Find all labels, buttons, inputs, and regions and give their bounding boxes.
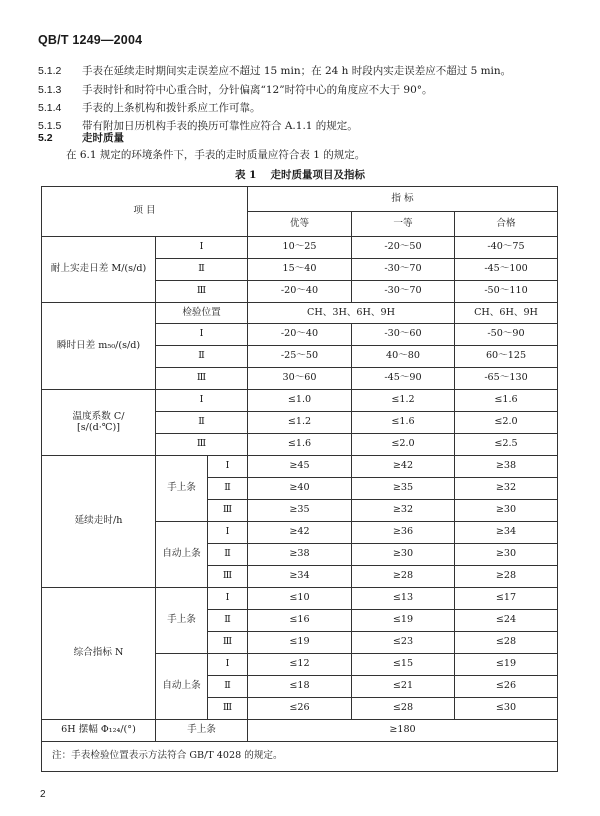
value-cell: -40～75	[455, 237, 558, 259]
check-positions-b: CH、6H、9H	[455, 303, 558, 324]
power-reserve-label: 延续走时/h	[42, 456, 156, 588]
value-cell: ≤2.0	[455, 412, 558, 434]
value-cell: ≤2.0	[352, 434, 455, 456]
composite-index-label: 综合指标 N	[42, 588, 156, 720]
value-cell: ≤30	[455, 698, 558, 720]
class-cell: Ⅱ	[156, 346, 248, 368]
value-cell: ≤1.6	[455, 390, 558, 412]
clause-5-1-4	[38, 100, 261, 115]
page-number: 2	[40, 789, 46, 800]
table-caption-label: 表 1	[235, 169, 257, 181]
header-grade-excellent: 优等	[248, 212, 352, 237]
value-cell: ≥40	[248, 478, 352, 500]
clause-5-1-3	[38, 82, 433, 97]
class-cell: Ⅰ	[208, 654, 248, 676]
value-cell: ≤1.6	[248, 434, 352, 456]
value-cell: 40～80	[352, 346, 455, 368]
value-cell: ≥32	[455, 478, 558, 500]
class-cell: Ⅲ	[156, 281, 248, 303]
value-cell: ≤16	[248, 610, 352, 632]
value-cell: ≥34	[455, 522, 558, 544]
clause-text: 带有附加日历机构手表的换历可靠性应符合 A.1.1 的规定。	[82, 120, 358, 132]
value-cell: 60～125	[455, 346, 558, 368]
value-cell: ≤23	[352, 632, 455, 654]
class-cell: Ⅲ	[208, 632, 248, 654]
manual-winding-label: 手上条	[156, 588, 208, 654]
value-cell: ≤18	[248, 676, 352, 698]
class-cell: Ⅲ	[156, 368, 248, 390]
class-cell: Ⅱ	[208, 676, 248, 698]
value-cell: ≤13	[352, 588, 455, 610]
value-cell: -50～110	[455, 281, 558, 303]
table-note: 注：手表检验位置表示方法符合 GB/T 4028 的规定。	[42, 742, 558, 772]
temp-label-line2: [s/(d·℃)]	[76, 421, 121, 433]
value-cell: ≤28	[455, 632, 558, 654]
amplitude-label: 6H 摆幅 Φ₁₂₄/(°)	[42, 720, 156, 742]
header-grade-first: 一等	[352, 212, 455, 237]
amplitude-value: ≥180	[248, 720, 558, 742]
clause-text: 手表在延续走时期间实走误差应不超过 15 min；在 24 h 时段内实走误差应不超过 5 min。	[82, 65, 512, 77]
temperature-coefficient-label	[42, 390, 156, 456]
header-grade-qualified: 合格	[455, 212, 558, 237]
class-cell: Ⅲ	[156, 434, 248, 456]
table-intro-text: 在 6.1 规定的环境条件下，手表的走时质量应符合表 1 的规定。	[66, 149, 366, 161]
clause-text: 手表的上条机构和拨针系应工作可靠。	[82, 102, 261, 114]
value-cell: ≤26	[455, 676, 558, 698]
header-index-cell: 指 标	[248, 187, 558, 212]
value-cell: ≥45	[248, 456, 352, 478]
section-title: 走时质量	[82, 132, 124, 144]
class-cell: Ⅰ	[208, 456, 248, 478]
class-cell: Ⅱ	[208, 610, 248, 632]
class-cell: Ⅲ	[208, 500, 248, 522]
temp-label-line1: 温度系数 C/	[72, 410, 125, 422]
value-cell: ≤19	[455, 654, 558, 676]
value-cell: ≤1.2	[352, 390, 455, 412]
value-cell: ≤2.5	[455, 434, 558, 456]
value-cell: ≤17	[455, 588, 558, 610]
value-cell: ≤10	[248, 588, 352, 610]
value-cell: -30～70	[352, 259, 455, 281]
class-cell: Ⅰ	[156, 237, 248, 259]
value-cell: ≥28	[455, 566, 558, 588]
value-cell: -50～90	[455, 324, 558, 346]
clause-number: 5.1.4	[38, 102, 62, 114]
value-cell: -45～90	[352, 368, 455, 390]
value-cell: ≥35	[248, 500, 352, 522]
clause-number: 5.1.3	[38, 84, 62, 96]
table-caption-title: 走时质量项目及指标	[270, 169, 365, 181]
class-cell: Ⅰ	[156, 390, 248, 412]
manual-winding-label: 手上条	[156, 456, 208, 522]
value-cell: ≥42	[352, 456, 455, 478]
clause-number: 5.1.5	[38, 120, 62, 132]
value-cell: ≥36	[352, 522, 455, 544]
clause-text: 手表时针和时符中心重合时，分针偏离“12”时符中心的角度应不大于 90°。	[82, 84, 433, 96]
value-cell: -30～60	[352, 324, 455, 346]
class-cell: Ⅱ	[208, 478, 248, 500]
value-cell: ≤24	[455, 610, 558, 632]
value-cell: ≤1.6	[352, 412, 455, 434]
value-cell: ≥42	[248, 522, 352, 544]
value-cell: ≤1.2	[248, 412, 352, 434]
value-cell: 30～60	[248, 368, 352, 390]
value-cell: ≥30	[352, 544, 455, 566]
value-cell: -30～70	[352, 281, 455, 303]
timekeeping-quality-table	[41, 186, 558, 772]
value-cell: ≤1.0	[248, 390, 352, 412]
value-cell: -20～40	[248, 324, 352, 346]
value-cell: ≤26	[248, 698, 352, 720]
class-cell: Ⅱ	[156, 259, 248, 281]
amplitude-winding-label: 手上条	[156, 720, 248, 742]
class-cell: Ⅰ	[208, 588, 248, 610]
check-positions-a: CH、3H、6H、9H	[248, 303, 455, 324]
section-number: 5.2	[38, 132, 53, 144]
value-cell: ≤12	[248, 654, 352, 676]
daily-rate-label: 耐上实走日差 M/(s/d)	[42, 237, 156, 303]
value-cell: ≥38	[248, 544, 352, 566]
class-cell: Ⅱ	[208, 544, 248, 566]
value-cell: -65～130	[455, 368, 558, 390]
value-cell: ≥35	[352, 478, 455, 500]
clause-number: 5.1.2	[38, 65, 62, 77]
value-cell: -45～100	[455, 259, 558, 281]
value-cell: ≤15	[352, 654, 455, 676]
class-cell: Ⅱ	[156, 412, 248, 434]
value-cell: 10～25	[248, 237, 352, 259]
value-cell: ≥32	[352, 500, 455, 522]
class-cell: Ⅲ	[208, 698, 248, 720]
value-cell: ≤28	[352, 698, 455, 720]
value-cell: -25～50	[248, 346, 352, 368]
value-cell: ≤21	[352, 676, 455, 698]
check-position-label: 检验位置	[156, 303, 248, 324]
value-cell: ≥28	[352, 566, 455, 588]
value-cell: ≤19	[248, 632, 352, 654]
clause-5-1-2	[38, 63, 511, 78]
value-cell: -20～40	[248, 281, 352, 303]
class-cell: Ⅰ	[156, 324, 248, 346]
class-cell: Ⅰ	[208, 522, 248, 544]
value-cell: ≥38	[455, 456, 558, 478]
value-cell: 15～40	[248, 259, 352, 281]
table-caption	[0, 167, 600, 182]
value-cell: ≥30	[455, 500, 558, 522]
value-cell: ≥34	[248, 566, 352, 588]
value-cell: ≥30	[455, 544, 558, 566]
value-cell: ≤19	[352, 610, 455, 632]
automatic-winding-label: 自动上条	[156, 522, 208, 588]
header-item-cell: 项 目	[42, 187, 248, 237]
class-cell: Ⅲ	[208, 566, 248, 588]
standard-code-header: QB/T 1249—2004	[38, 33, 143, 47]
automatic-winding-label: 自动上条	[156, 654, 208, 720]
section-5-2-heading	[38, 130, 124, 145]
value-cell: -20～50	[352, 237, 455, 259]
instantaneous-rate-label: 瞬时日差 m₅₀/(s/d)	[42, 303, 156, 390]
